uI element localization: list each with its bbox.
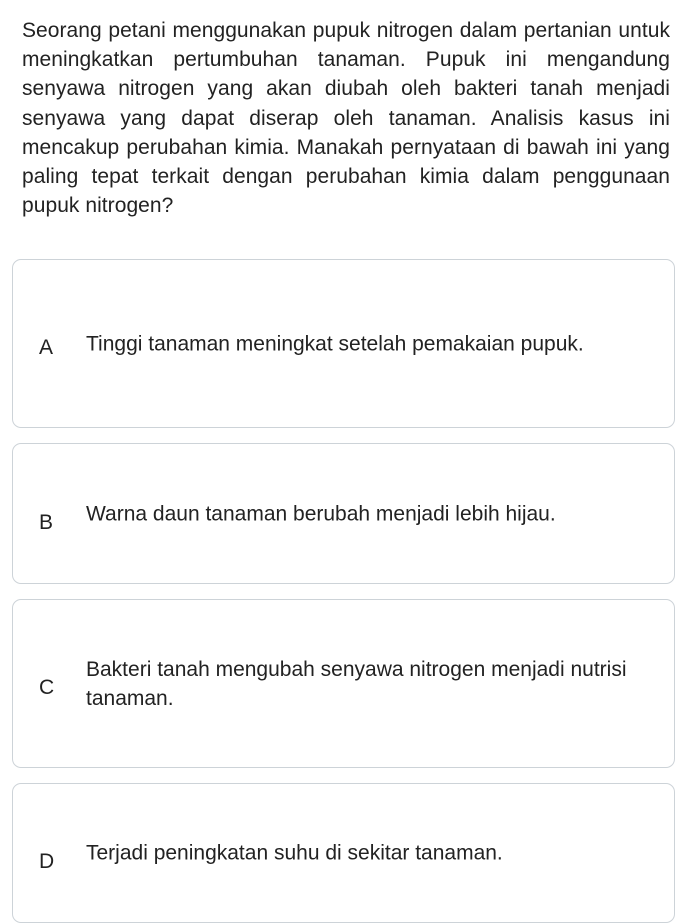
- option-c[interactable]: [12, 599, 675, 768]
- option-letter: C: [39, 675, 55, 699]
- question-text: Seorang petani menggunakan pupuk nitrogen dalam pertanian untuk meningkatkan pertumbuhan tanaman. Pupuk ini mengandung senyawa nitrogen yang akan diubah oleh bakteri tanah menjadi senyawa yang dapat diserap oleh tanaman. Analisis kasus ini mencakup perubahan kimia. Manakah pernyataan di bawah ini yang paling tepat terkait dengan perubahan kimia dalam penggunaan pupuk nitrogen?: [22, 19, 670, 218]
- option-letter: D: [39, 850, 55, 873]
- option-a[interactable]: [12, 259, 675, 428]
- option-letter: A: [39, 335, 54, 359]
- option-text: Bakteri tanah mengubah senyawa nitrogen menjadi nutrisi tanaman.: [86, 657, 627, 710]
- option-letter: B: [39, 510, 54, 534]
- option-text: Warna daun tanaman berubah menjadi lebih hijau.: [86, 502, 556, 525]
- option-b[interactable]: [12, 443, 675, 584]
- option-text: Tinggi tanaman meningkat setelah pemakaian pupuk.: [86, 332, 584, 355]
- option-text: Terjadi peningkatan suhu di sekitar tanaman.: [86, 841, 503, 865]
- option-d[interactable]: [12, 783, 675, 923]
